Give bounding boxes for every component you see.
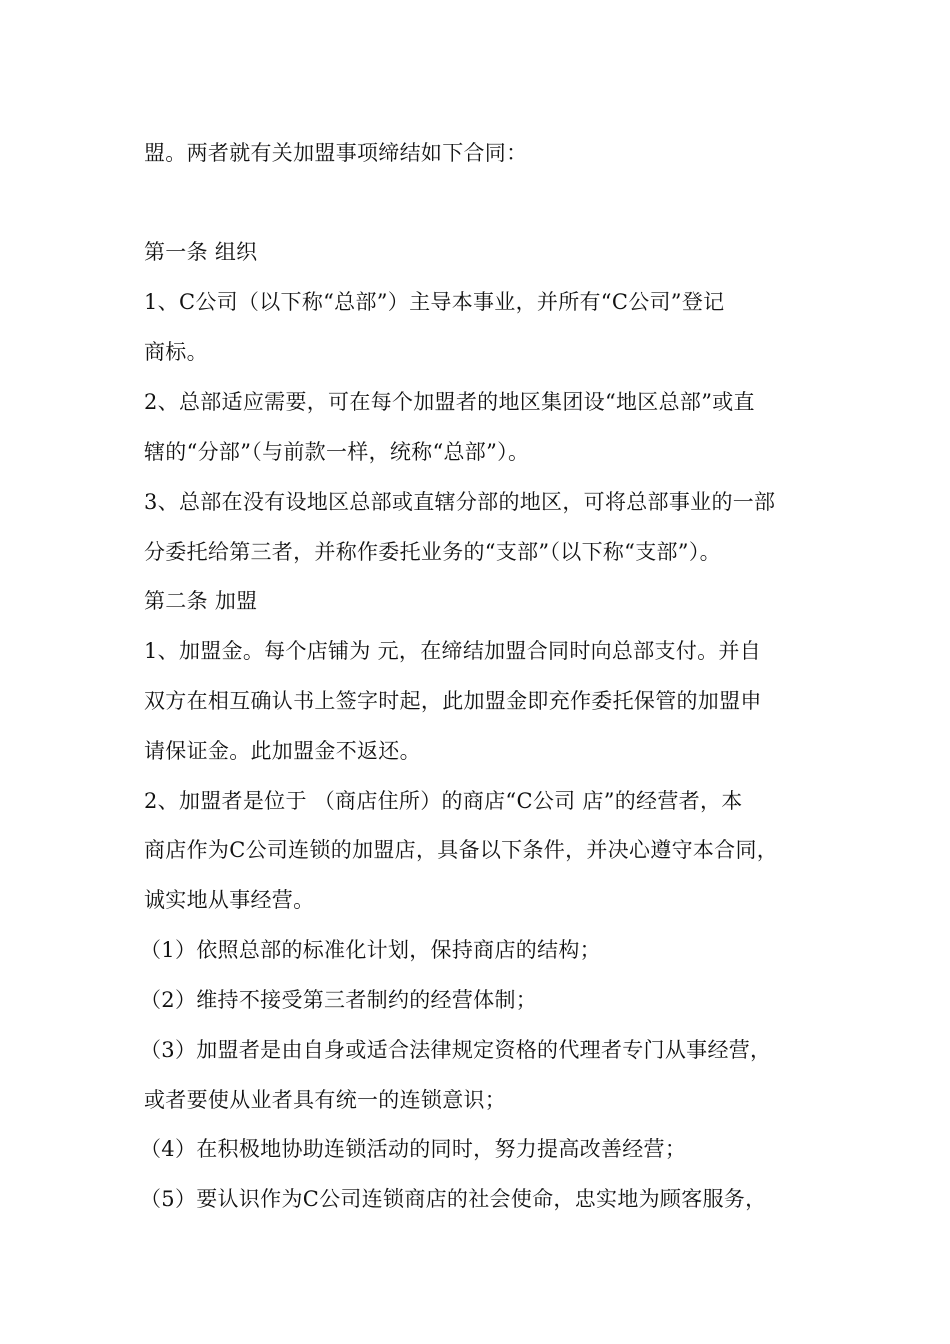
paragraph-line: 盟。两者就有关加盟事项缔结如下合同： bbox=[144, 141, 528, 165]
paragraph-line: 分委托给第三者，并称作委托业务的“支部”（以下称“支部”）。 bbox=[144, 540, 721, 564]
paragraph-line: 2、加盟者是位于 （商店住所）的商店“C公司 店”的经营者，本 bbox=[144, 789, 743, 813]
article-heading: 第二条 加盟 bbox=[144, 589, 258, 613]
paragraph-line: 1、C公司（以下称“总部”）主导本事业，并所有“C公司”登记 bbox=[144, 290, 725, 314]
article-heading: 第一条 组织 bbox=[144, 240, 258, 264]
list-item: （4）在积极地协助连锁活动的同时，努力提高改善经营； bbox=[140, 1137, 687, 1161]
paragraph-line: 辖的“分部”（与前款一样，统称“总部”）。 bbox=[144, 440, 530, 464]
paragraph-line: 商店作为C公司连锁的加盟店，具备以下条件，并决心遵守本合同， bbox=[144, 838, 779, 862]
list-item: （5）要认识作为C公司连锁商店的社会使命，忠实地为顾客服务， bbox=[140, 1187, 767, 1211]
list-item-continuation: 或者要使从业者具有统一的连锁意识； bbox=[144, 1088, 507, 1112]
list-item: （3）加盟者是由自身或适合法律规定资格的代理者专门从事经营， bbox=[140, 1038, 772, 1062]
paragraph-line: 2、总部适应需要，可在每个加盟者的地区集团设“地区总部”或直 bbox=[144, 390, 755, 414]
list-item: （1）依照总部的标准化计划，保持商店的结构； bbox=[140, 938, 601, 962]
paragraph-line: 3、总部在没有设地区总部或直辖分部的地区，可将总部事业的一部 bbox=[144, 490, 776, 514]
paragraph-line: 双方在相互确认书上签字时起，此加盟金即充作委托保管的加盟申 bbox=[144, 689, 762, 713]
paragraph-line: 商标。 bbox=[144, 340, 208, 364]
paragraph-line: 1、加盟金。每个店铺为 元，在缔结加盟合同时向总部支付。并自 bbox=[144, 639, 762, 663]
list-item: （2）维持不接受第三者制约的经营体制； bbox=[140, 988, 538, 1012]
paragraph-line: 诚实地从事经营。 bbox=[144, 888, 315, 912]
paragraph-line: 请保证金。此加盟金不返还。 bbox=[144, 739, 421, 763]
